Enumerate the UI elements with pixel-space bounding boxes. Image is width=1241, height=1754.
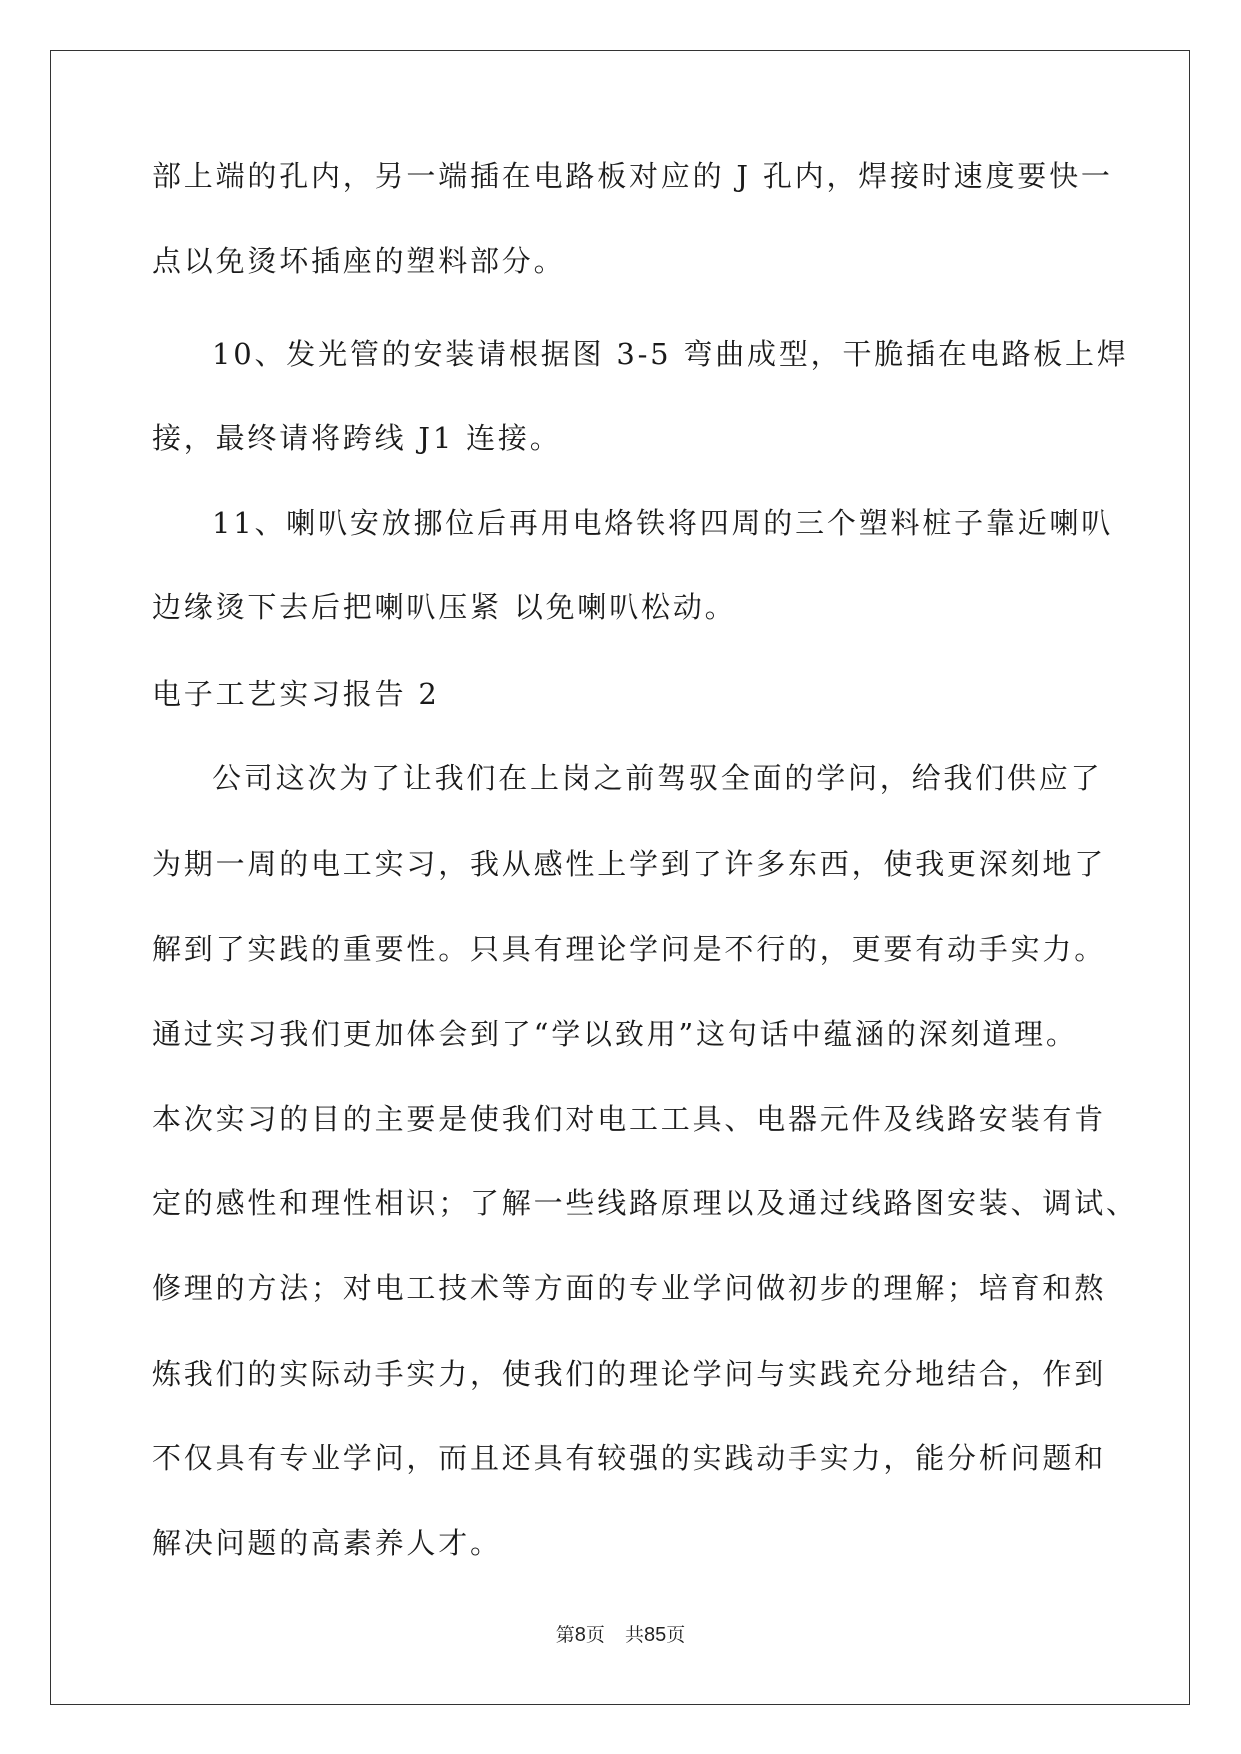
page-number: 8 [574, 1624, 586, 1646]
text-line: 解到了实践的重要性。只具有理论学问是不行的，更要有动手实力。 [152, 932, 1107, 966]
page-footer [0, 1620, 1241, 1647]
text-line: 部上端的孔内，另一端插在电路板对应的 J 孔内，焊接时速度要快一 [152, 159, 1113, 193]
page-prefix: 第 [555, 1625, 575, 1646]
text-line: 本次实习的目的主要是使我们对电工工具、电器元件及线路安装有肯 [152, 1102, 1107, 1136]
total-prefix: 共 [624, 1625, 644, 1646]
text-line: 边缘烫下去后把喇叭压紧 以免喇叭松动。 [152, 590, 737, 624]
text-line: 修理的方法；对电工技术等方面的专业学问做初步的理解；培育和熬 [152, 1271, 1107, 1305]
text-line: 为期一周的电工实习，我从感性上学到了许多东西，使我更深刻地了 [152, 847, 1107, 881]
paragraph-10-first-line: 10、发光管的安装请根据图 3-5 弯曲成型，干脆插在电路板上焊 [212, 337, 1129, 371]
paragraph-11-first-line: 11、喇叭安放挪位后再用电烙铁将四周的三个塑料桩子靠近喇叭 [212, 506, 1114, 540]
page-suffix: 页 [585, 1625, 605, 1646]
text-line: 接，最终请将跨线 J1 连接。 [152, 421, 562, 455]
text-line: 通过实习我们更加体会到了“学以致用”这句话中蕴涵的深刻道理。 [152, 1017, 1078, 1051]
text-line: 定的感性和理性相识；了解一些线路原理以及通过线路图安装、调试、 [152, 1186, 1138, 1220]
total-pages: 85 [643, 1624, 667, 1646]
paragraph-first-line: 公司这次为了让我们在上岗之前驾驭全面的学问，给我们供应了 [212, 761, 1103, 795]
total-suffix: 页 [666, 1625, 686, 1646]
text-line: 解决问题的高素养人才。 [152, 1526, 502, 1560]
text-line: 点以免烫坏插座的塑料部分。 [152, 244, 566, 278]
text-line: 炼我们的实际动手实力，使我们的理论学问与实践充分地结合，作到 [152, 1357, 1107, 1391]
text-line: 不仅具有专业学问，而且还具有较强的实践动手实力，能分析问题和 [152, 1441, 1107, 1475]
section-heading: 电子工艺实习报告 2 [152, 677, 440, 711]
